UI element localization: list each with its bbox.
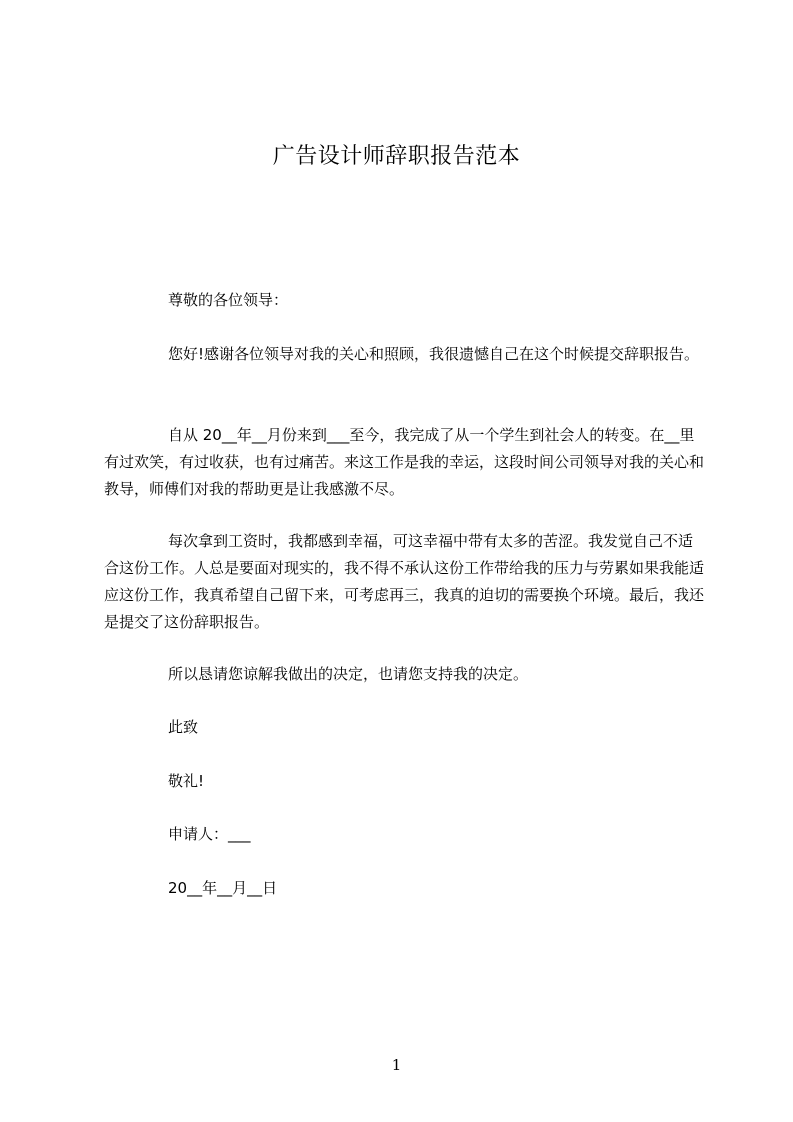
paragraph-history: 自从 20__年__月份来到___至今，我完成了从一个学生到社会人的转变。在__里有过欢笑，有过收获，也有过痛苦。来这工作是我的幸运，这段时间公司领导对我的关心和教导，师傅们对我的帮助更是让我感激不尽。	[104, 426, 705, 498]
paragraph-greeting: 您好!感谢各位领导对我的关心和照顾，我很遗憾自己在这个时候提交辞职报告。	[168, 345, 700, 363]
salutation: 尊敬的各位领导：	[168, 291, 289, 309]
closing-line-1: 此致	[168, 718, 199, 736]
paragraph-reason: 每次拿到工资时，我都感到幸福，可这幸福中带有太多的苦涩。我发觉自己不适合这份工作。人总是要面对现实的，我不得不承认这份工作带给我的压力与劳累如果我能适应这份工作，我真希望自己留下来，可考虑再三，我真的迫切的需要换个环境。最后，我还是提交了这份辞职报告。	[104, 532, 705, 631]
date-line: 20__年__月__日	[168, 879, 278, 897]
page-number: 1	[391, 1056, 402, 1074]
closing-line-2: 敬礼!	[168, 772, 205, 790]
applicant-signature: 申请人：___	[168, 825, 251, 843]
document-title: 广告设计师辞职报告范本	[272, 144, 521, 169]
paragraph-request: 所以恳请您谅解我做出的决定，也请您支持我的决定。	[168, 665, 529, 683]
